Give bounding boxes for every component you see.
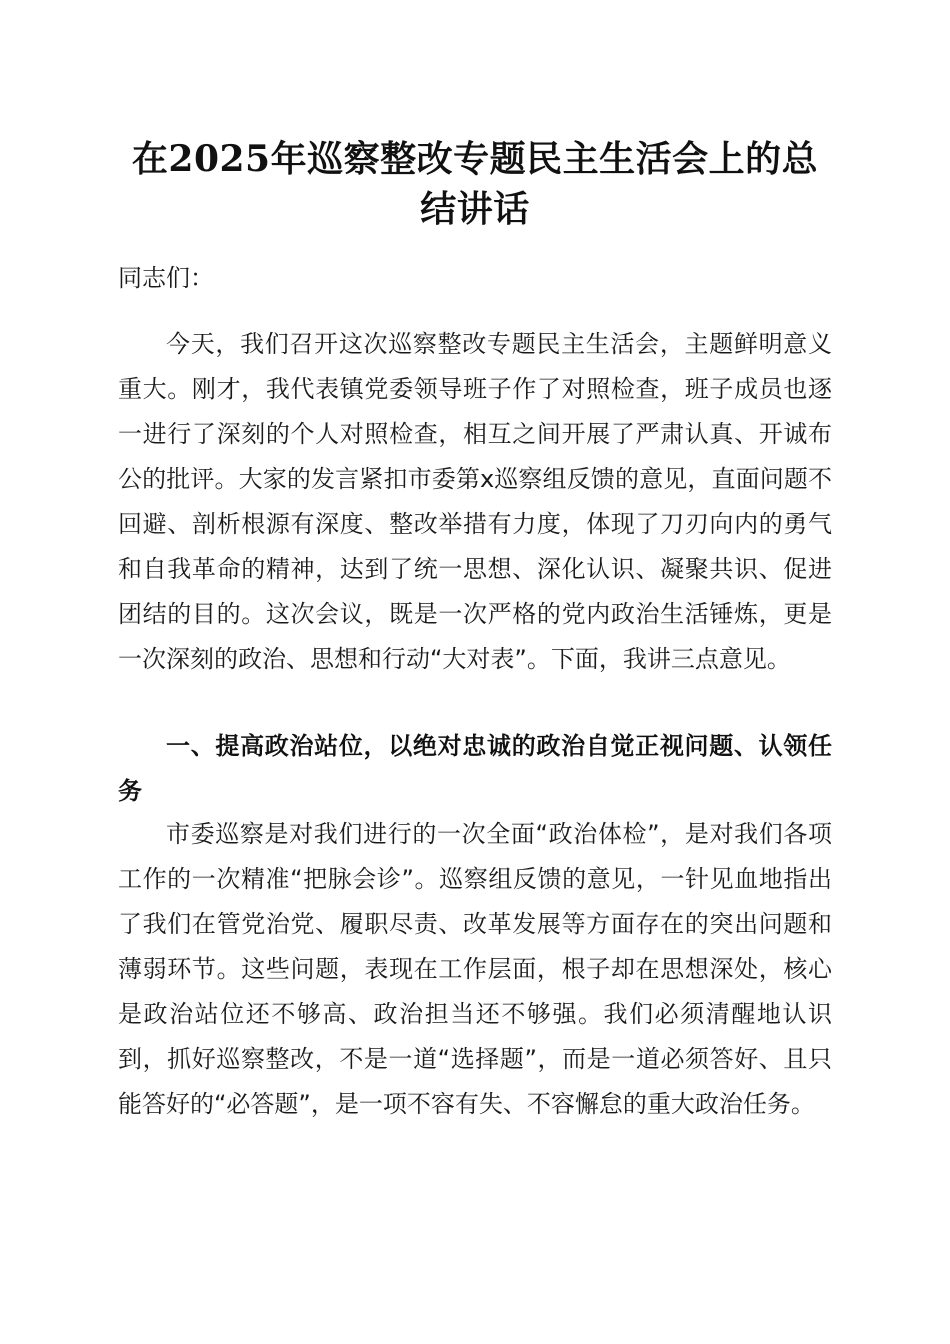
paragraph-opening: 今天，我们召开这次巡察整改专题民主生活会，主题鲜明意义重大。刚才，我代表镇党委领导班子作了对照检查，班子成员也逐一进行了深刻的个人对照检查，相互之间开展了严肃认真、开诚布公的批评。大家的发言紧扣市委第x巡察组反馈的意见，直面问题不回避、剖析根源有深度、整改举措有力度，体现了刀刃向内的勇气和自我革命的精神，达到了统一思想、深化认识、凝聚共识、促进团结的目的。这次会议，既是一次严格的党内政治生活锤炼，更是一次深刻的政治、思想和行动“大对表”。下面，我讲三点意见。	[118, 330, 832, 673]
salutation: 同志们：	[118, 264, 214, 292]
document-title: 在2025年巡察整改专题民主生活会上的总结讲话	[131, 138, 819, 230]
paragraph-section-one: 市委巡察是对我们进行的一次全面“政治体检”，是对我们各项工作的一次精准“把脉会诊”。巡察组反馈的意见，一针见血地指出了我们在管党治党、履职尽责、改革发展等方面存在的突出问题和薄弱环节。这些问题，表现在工作层面，根子却在思想深处，核心是政治站位还不够高、政治担当还不够强。我们必须清醒地认识到，抓好巡察整改，不是一道“选择题”，而是一道必须答好、且只能答好的“必答题”，是一项不容有失、不容懈怠的重大政治任务。	[118, 820, 832, 1118]
section-heading-one: 一、提高政治站位，以绝对忠诚的政治自觉正视问题、认领任务	[118, 732, 832, 805]
